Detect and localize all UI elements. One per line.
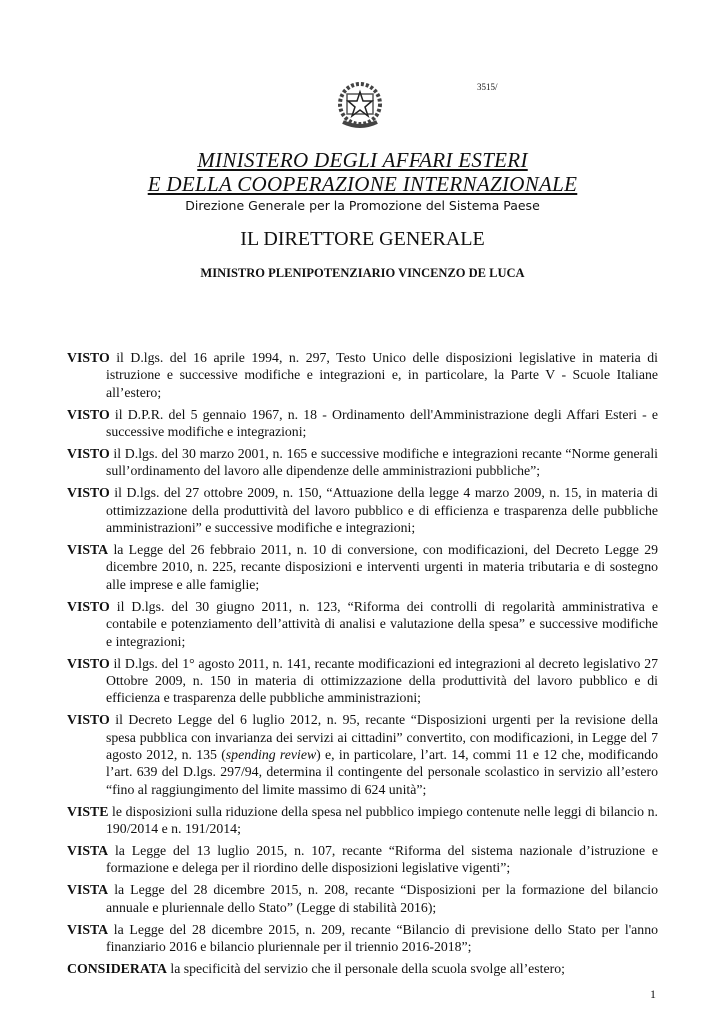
recital-text: ) e, in particolare, l’art. 14, commi 11 e 12 che, modificando l’art. 639 del D.lgs. 297/94, determina il contingente del personale scolastico in servizio all’estero “fino al raggiungimento del limite massimo di 624 unità”; [106,747,658,797]
ministry-name-line1: MINISTERO DEGLI AFFARI ESTERI [197,148,528,172]
recital-paragraph [67,541,658,593]
recital-paragraph [67,921,658,956]
page-number: 1 [650,987,656,1002]
italian-republic-emblem-icon [335,80,385,132]
recital-label: VISTO [67,446,110,462]
ministry-name-line2: E DELLA COOPERAZIONE INTERNAZIONALE [147,172,578,196]
recital-text: il D.lgs. del 27 ottobre 2009, n. 150, “Attuazione della legge 4 marzo 2009, n. 15, in materia di ottimizzazione della produttività del lavoro pubblico e di efficienza e trasparenza delle pubbliche amministrazioni” e successive modifiche e integrazioni; [106,485,658,536]
recital-label: VISTA [67,921,109,937]
recital-label: VISTO [67,406,110,422]
recital-text: il D.lgs. del 1° agosto 2011, n. 141, recante modificazioni ed integrazioni al decreto legislativo 27 Ottobre 2009, n. 150 in materia di ottimizzazione della produttività del lavoro pubblico e di efficienza e trasparenza delle pubbliche amministrazioni; [106,655,658,706]
recital-label: VISTO [67,655,110,671]
recital-label: VISTA [67,843,109,859]
recital-paragraph [67,484,658,536]
recital-paragraph [67,406,658,441]
recital-text: la Legge del 13 luglio 2015, n. 107, recante “Riforma del sistema nazionale d’istruzione e formazione e delega per il riordino delle disposizioni legislative vigenti”; [106,843,658,876]
recital-paragraph [67,598,658,650]
recital-label: VISTO [67,712,110,728]
recital-paragraph [67,445,658,480]
recital-paragraph [67,881,658,916]
recital-text: il D.P.R. del 5 gennaio 1967, n. 18 - Ordinamento dell'Amministrazione degli Affari Esteri - e successive modifiche e integrazioni; [106,406,658,440]
document-title: IL DIRETTORE GENERALE [240,228,485,250]
recital-text: il D.lgs. del 16 aprile 1994, n. 297, Testo Unico delle disposizioni legislative in materia di istruzione e successive modifiche e integrazioni e, in particolare, la Parte V - Scuole Italiane all’estero; [106,350,658,400]
recital-text: il D.lgs. del 30 giugno 2011, n. 123, “Riforma dei controlli di regolarità amministrativa e contabile e potenziamento dell’attività di analisi e valutazione della spesa” e successive modifiche e integrazioni; [106,598,658,649]
recitals-list [67,349,658,977]
recital-paragraph [67,349,658,401]
recital-text: la specificità del servizio che il personale della scuola svolge all’estero; [166,961,565,976]
recital-text: la Legge del 28 dicembre 2015, n. 208, recante “Disposizioni per la formazione del bilancio annuale e pluriennale dello Stato” (Legge di stabilità 2016); [106,882,658,915]
recital-paragraph [67,842,658,877]
recital-paragraph [67,711,658,798]
recital-label: VISTA [67,882,109,898]
recital-text: il Decreto Legge del 6 luglio 2012, n. 95, recante “Disposizioni urgenti per la revisione della spesa pubblica con invarianza dei servizi ai cittadini” convertito, con modificazioni, in Legge del 7 agosto 2012, n. 135 ( [106,712,658,763]
recital-text: la Legge del 28 dicembre 2015, n. 209, recante “Bilancio di previsione dello Stato per l'anno finanziario 2016 e bilancio pluriennale per il triennio 2016-2018”; [106,921,658,955]
recital-italic-text: spending review [225,747,317,763]
directorate: Direzione Generale per la Promozione del Sistema Paese [185,198,540,213]
recital-label: VISTO [67,598,110,614]
recital-paragraph [67,803,658,838]
recital-label: VISTA [67,542,109,558]
protocol-number: 3515/ [477,82,498,92]
recital-label: CONSIDERATA [67,961,167,976]
recital-paragraph [67,655,658,707]
recital-text: la Legge del 26 febbraio 2011, n. 10 di conversione, con modificazioni, del Decreto Legge 29 dicembre 2010, n. 225, recante disposizioni e interventi urgenti in materia tributaria e di sostegno alle imprese e alle famiglie; [106,542,658,592]
recital-text: le disposizioni sulla riduzione della spesa nel pubblico impiego contenute nelle leggi di bilancio n. 190/2014 e n. 191/2014; [106,803,658,837]
recital-label: VISTE [67,803,109,819]
minister-name: MINISTRO PLENIPOTENZIARIO VINCENZO DE LUCA [200,266,525,280]
recital-paragraph [67,960,658,977]
recital-label: VISTO [67,485,110,501]
recital-text: il D.lgs. del 30 marzo 2001, n. 165 e successive modifiche e integrazioni recante “Norme generali sull’ordinamento del lavoro alle dipendenze delle amministrazioni pubbliche”; [106,446,658,479]
recital-label: VISTO [67,350,110,365]
document-body [67,349,658,1001]
